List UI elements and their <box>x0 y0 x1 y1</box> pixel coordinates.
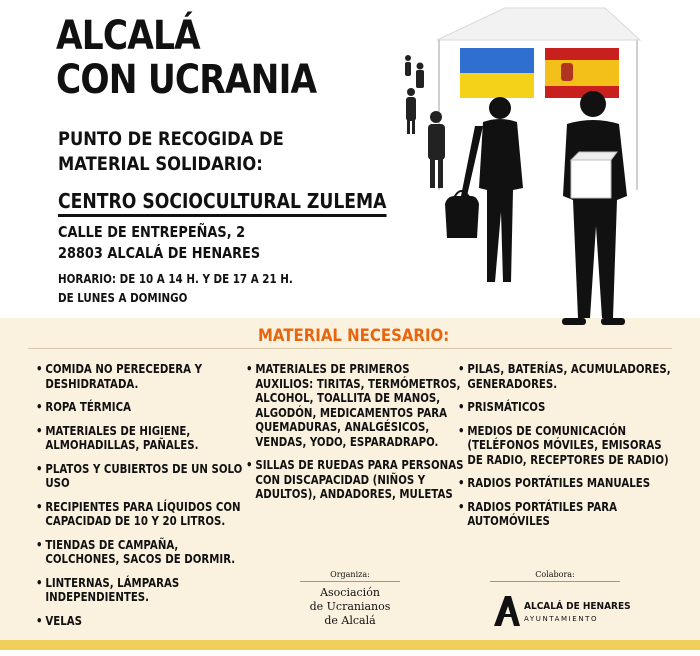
list-item: • RADIOS PORTÁTILES PARA AUTOMÓVILES <box>458 500 676 529</box>
list-item: • VELAS <box>36 614 254 629</box>
subtitle-line-2: MATERIAL SOLIDARIO: <box>58 153 263 175</box>
list-item: • RADIOS PORTÁTILES MANUALES <box>458 476 676 491</box>
yellow-stripe <box>0 640 700 650</box>
page-title <box>56 14 316 102</box>
list-item: • MEDIOS DE COMUNICACIÓN (TELÉFONOS MÓVILES, EMISORAS DE RADIO, RECEPTORES DE RADIO) <box>458 424 676 468</box>
address <box>58 222 260 264</box>
list-item: • MATERIALES DE HIGIENE, ALMOHADILLAS, PAÑALES. <box>36 424 254 453</box>
logo-main-text: ALCALÁ DE HENARES <box>524 601 631 612</box>
organizer-line-2: de Ucranianos <box>309 600 391 613</box>
title-line-2: CON UCRANIA <box>56 57 317 103</box>
organizer-name <box>296 586 404 628</box>
venue-name: CENTRO SOCIOCULTURAL ZULEMA <box>58 188 386 217</box>
list-item: • RECIPIENTES PARA LÍQUIDOS CON CAPACIDAD DE 10 Y 20 LITROS. <box>36 500 254 529</box>
organiza-label: Organiza: <box>300 570 400 582</box>
address-line-1: CALLE DE ENTREPEÑAS, 2 <box>58 223 246 241</box>
illustration <box>395 0 700 330</box>
subtitle <box>58 127 284 177</box>
address-line-2: 28803 ALCALÁ DE HENARES <box>58 244 261 262</box>
materials-column-3 <box>458 362 700 538</box>
bottom-edge <box>0 650 700 656</box>
list-item: • LINTERNAS, LÁMPARAS INDEPENDIENTES. <box>36 576 254 605</box>
ukraine-flag-icon <box>460 48 534 98</box>
colabora-label: Colabora: <box>490 570 620 582</box>
person-with-box-icon <box>562 91 627 325</box>
alcala-logo-icon <box>492 592 522 628</box>
list-item: • COMIDA NO PERECEDERA Y DESHIDRATADA. <box>36 362 254 391</box>
list-item: • PILAS, BATERÍAS, ACUMULADORES, GENERADORES. <box>458 362 676 391</box>
list-item: • PLATOS Y CUBIERTOS DE UN SOLO USO <box>36 462 254 491</box>
materials-heading: MATERIAL NECESARIO: <box>258 326 450 346</box>
city-council-logo <box>492 592 632 628</box>
hours-line-1: HORARIO: DE 10 A 14 H. Y DE 17 A 21 H. <box>58 272 293 286</box>
list-item: • MATERIALES DE PRIMEROS AUXILIOS: TIRITAS, TERMÓMETROS, ALCOHOL, TOALLITA DE MANOS, ALGODÓN, MEDICAMENTOS PARA QUEMADURAS, ANALGÉSICOS, VENDAS, YODO, ESPARADRAPO. <box>246 362 464 449</box>
title-line-1: ALCALÁ <box>56 13 200 59</box>
tent-canopy <box>437 8 640 40</box>
hours-line-2: DE LUNES A DOMINGO <box>58 291 188 305</box>
list-item: • TIENDAS DE CAMPAÑA, COLCHONES, SACOS DE DORMIR. <box>36 538 254 567</box>
organizer-line-3: de Alcalá <box>324 614 376 627</box>
list-item: • PRISMÁTICOS <box>458 400 676 415</box>
list-item: • ROPA TÉRMICA <box>36 400 254 415</box>
spain-flag-icon <box>545 48 619 98</box>
opening-hours <box>58 270 293 308</box>
subtitle-line-1: PUNTO DE RECOGIDA DE <box>58 128 284 150</box>
box-icon <box>571 152 617 198</box>
person-with-bag-icon <box>445 97 523 282</box>
organizer-line-1: Asociación <box>320 586 380 599</box>
divider <box>28 348 672 349</box>
list-item: • SILLAS DE RUEDAS PARA PERSONAS CON DISCAPACIDAD (NIÑOS Y ADULTOS), ANDADORES, MULETAS <box>246 458 464 502</box>
logo-sub-text: AYUNTAMIENTO <box>524 615 599 623</box>
